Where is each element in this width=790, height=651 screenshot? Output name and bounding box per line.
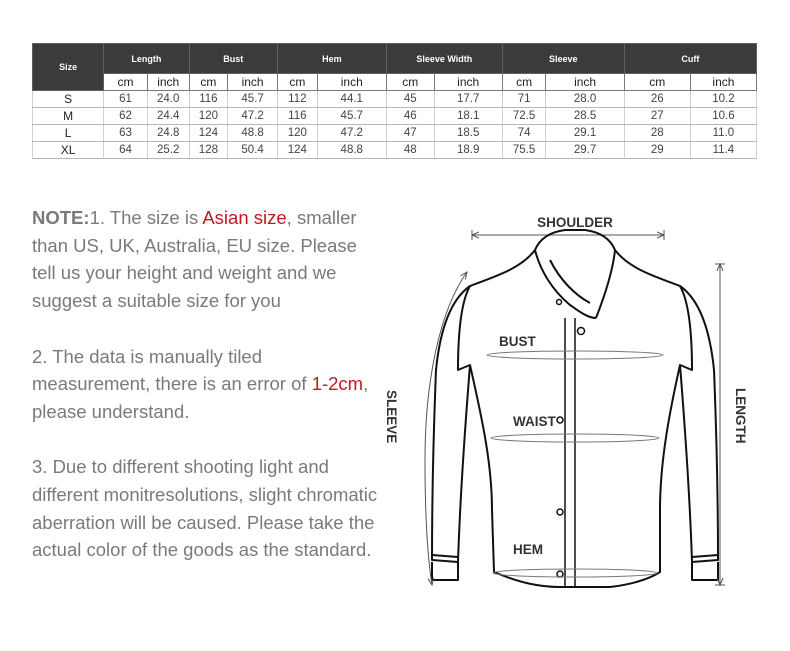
shoulder-label: SHOULDER [537, 215, 613, 230]
unit-inch: inch [546, 74, 624, 91]
measurement-cell: 24.0 [147, 91, 189, 108]
measurement-cell: 128 [189, 142, 228, 159]
shirt-buttons [557, 300, 585, 578]
measurement-cell: 18.9 [434, 142, 502, 159]
size-notes [32, 204, 382, 592]
sleeve-label: SLEEVE [384, 390, 399, 444]
note-1-text-a: 1. The size is [89, 207, 203, 228]
measurement-cell: 120 [189, 108, 228, 125]
measurement-cell: 63 [104, 125, 148, 142]
measurement-cell: 45.7 [228, 91, 278, 108]
shirt-outline [432, 230, 718, 588]
measurement-cell: 10.2 [690, 91, 756, 108]
measurement-cell: 28.0 [546, 91, 624, 108]
shoulder-dimension [472, 215, 664, 240]
bust-header: Bust [189, 44, 277, 74]
cuff-header: Cuff [624, 44, 756, 74]
unit-row [33, 74, 757, 91]
shirt-diagram-svg [370, 200, 770, 620]
measurement-cell: 64 [104, 142, 148, 159]
measurement-cell: 120 [278, 125, 318, 142]
measurement-cell: 116 [278, 108, 318, 125]
measurement-cell: 124 [189, 125, 228, 142]
unit-inch: inch [434, 74, 502, 91]
unit-inch: inch [228, 74, 278, 91]
table-row [33, 108, 757, 125]
measurement-cell: 27 [624, 108, 690, 125]
measurement-cell: 47 [386, 125, 434, 142]
waist-label: WAIST [513, 414, 556, 429]
note-3: 3. Due to different shooting light and different monitresolutions, slight chromatic aberration will be caused. Please take the actual color of the goods as the standard. [32, 456, 378, 561]
measurement-cell: 47.2 [317, 125, 386, 142]
unit-cm: cm [386, 74, 434, 91]
shirt-measurement-diagram [370, 200, 770, 620]
measurement-cell: 48 [386, 142, 434, 159]
measurement-cell: 28 [624, 125, 690, 142]
sleeve-width-header: Sleeve Width [386, 44, 502, 74]
measurement-cell: 29.1 [546, 125, 624, 142]
measurement-cell: 11.4 [690, 142, 756, 159]
measurement-cell: 46 [386, 108, 434, 125]
bust-label: BUST [499, 334, 536, 349]
length-dimension [715, 264, 748, 585]
measurement-cell: 18.5 [434, 125, 502, 142]
unit-inch: inch [147, 74, 189, 91]
unit-inch: inch [317, 74, 386, 91]
measurement-cell: 17.7 [434, 91, 502, 108]
sleeve-header: Sleeve [502, 44, 624, 74]
unit-inch: inch [690, 74, 756, 91]
size-cell: M [33, 108, 104, 125]
size-cell: XL [33, 142, 104, 159]
measurement-cell: 61 [104, 91, 148, 108]
measurement-cell: 50.4 [228, 142, 278, 159]
measurement-cell: 116 [189, 91, 228, 108]
note-1 [32, 204, 382, 315]
note-1-highlight: Asian size [202, 207, 287, 228]
table-row [33, 142, 757, 159]
size-column-header: Size [33, 44, 104, 91]
measurement-cell: 26 [624, 91, 690, 108]
measurement-cell: 25.2 [147, 142, 189, 159]
table-body [33, 91, 757, 159]
note-lead: NOTE: [32, 207, 90, 228]
length-header: Length [104, 44, 189, 74]
unit-cm: cm [189, 74, 228, 91]
table-row [33, 91, 757, 108]
measurement-cell: 28.5 [546, 108, 624, 125]
measurement-cell: 10.6 [690, 108, 756, 125]
size-cell: L [33, 125, 104, 142]
note-2 [32, 343, 382, 426]
unit-cm: cm [502, 74, 546, 91]
hem-header: Hem [278, 44, 387, 74]
hem-label: HEM [513, 542, 543, 557]
measurement-cell: 44.1 [317, 91, 386, 108]
measurement-cell: 29.7 [546, 142, 624, 159]
length-label: LENGTH [733, 388, 748, 444]
size-chart-table [32, 43, 757, 159]
measurement-cell: 48.8 [228, 125, 278, 142]
note-2-highlight: 1-2cm [311, 373, 364, 395]
measurement-cell: 18.1 [434, 108, 502, 125]
measurement-cell: 11.0 [690, 125, 756, 142]
size-cell: S [33, 91, 104, 108]
measurement-cell: 112 [278, 91, 318, 108]
measurement-cell: 47.2 [228, 108, 278, 125]
measurement-cell: 45 [386, 91, 434, 108]
measurement-cell: 24.8 [147, 125, 189, 142]
sleeve-dimension [384, 272, 467, 585]
measurement-cell: 124 [278, 142, 318, 159]
measurement-cell: 75.5 [502, 142, 546, 159]
measurement-cell: 62 [104, 108, 148, 125]
measurement-cell: 24.4 [147, 108, 189, 125]
measurement-cell: 29 [624, 142, 690, 159]
note-2-text-a: 2. The data is manually tiled measurement, there is an error of [32, 345, 312, 395]
note-2-text-b: , please understand. [32, 373, 369, 422]
measurement-cell: 72.5 [502, 108, 546, 125]
measurement-cell: 45.7 [317, 108, 386, 125]
table-row [33, 125, 757, 142]
measurement-cell: 48.8 [317, 142, 386, 159]
measurement-cell: 71 [502, 91, 546, 108]
table-header-row [33, 44, 757, 74]
unit-cm: cm [624, 74, 690, 91]
measurement-cell: 74 [502, 125, 546, 142]
note-1-text-b: , smaller than US, UK, Australia, EU size. Please tell us your height and weight and we suggest a suitable size for you [32, 207, 357, 312]
unit-cm: cm [104, 74, 148, 91]
unit-cm: cm [278, 74, 318, 91]
